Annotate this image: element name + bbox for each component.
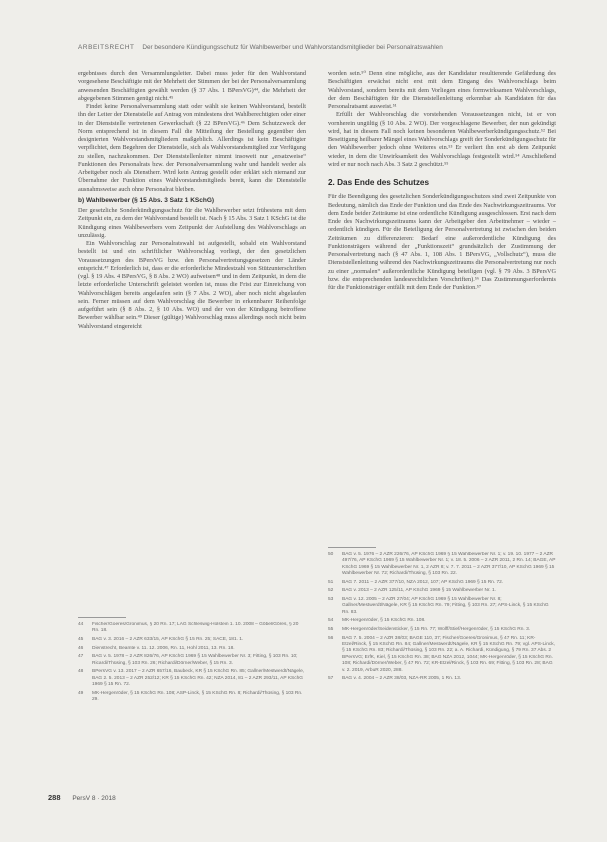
body-paragraph: Erfüllt der Wahlvorschlag die vorstehenden Voraussetzungen nicht, ist er von vornherein ungültig (§ 10 Abs. 2 WO). Der vorgeschlagene Bewerber, der nun gekündigt wird, hat in diesem Fall noch keinen besonderen Wahlbewerberkündigungsschutz.⁵² Bei Beseitigung heilbarer Mängel eines Wahlvorschlags greift der Sonderkündigungsschutz für den Wahlbewerber jedoch ohne Weiteres ein.⁵³ Er verliert ihn erst ab dem Zeitpunkt wieder, in dem die Unwirksamkeit des Wahlvorschlags festgestellt wird.⁵⁴ Anschließend wird er nur noch nach Abs. 3 Satz 2 geschützt.⁵⁵ bbox=[328, 111, 556, 168]
footnote-number: 56 bbox=[328, 635, 334, 641]
right-column bbox=[328, 70, 556, 540]
page-number: 288 bbox=[48, 793, 61, 802]
footnote-number: 44 bbox=[78, 622, 84, 627]
body-paragraph: ergebnisses durch den Versammlungsleiter. Dabei muss jeder für den Wahlvorstand vorgesehene Beschäftigte mit der Mehrheit der Stimmen der bei der Personalversammlung anwesenden Beschäftigten gewählt werden (§ 37 Abs. 1 BPersVG)⁴⁴, die Mehrheit der abgegebenen Stimmen genügt nicht.⁴⁵ bbox=[78, 70, 306, 102]
footnote-text: Dienstrecht, Beamte v. 11. 12. 2006, Rn. 11, Hohl 2011, 13. Rn. 18. bbox=[92, 645, 235, 651]
footnote-number: 46 bbox=[78, 645, 84, 651]
footnote-number: 57 bbox=[328, 676, 334, 682]
body-paragraph: Findet keine Personalversammlung statt oder wählt sie keinen Wahlvorstand, bestellt ihn der Leiter der Dienststelle auf Antrag von mindestens drei Wahlberechtigten oder einer in der Dienststelle vertretenen Gewerkschaft (§ 22 BPersVG).⁴⁶ Dem Schutzzweck der Norm entsprechend ist in diesem Fall die Mitteilung der Bestellung gegenüber den designierten Wahlvorstandsmitgliedern maßgeblich. Allerdings ist kein Beschäftigter verpflichtet, dem Begehren der Dienststelle, sich als Wahlvorstandsmitglied zur Verfügung zu stellen, nachzukommen. Der Dienststellenleiter nimmt insoweit nur „ersatzweise“ Funktionen des Personalrats bzw. der Personalversammlung wahr und handelt weder als Arbeitgeber noch als Dienstherr. Wird kein Antrag gestellt oder erklärt sich niemand zur Übernahme der Funktion eines Wahlvorstandsmitglieds bereit, kann die Dienststelle ausnahmsweise auch ohne Personalrat bleiben. bbox=[78, 103, 306, 193]
footnote-text: BAG 7. 5. 2004 – 2 AZR 38/03; BAGE 110, 37; Fischer/Goeres/Gronimus, § 47 Rn. 11; KR-Etzel/Rinck, § 15 KSchG Rn. 84; Gallner/Mestwerdt/Nägele, KR § 15 KSchG Rn. 79; vgl. APS-Linck, § 15 KSchG Rn. 83; Richardi/Thüsing, § 103 Rn. 22; a. A. Richardi, Kündigung, § 79 Rn. 37 Abs. 2 BPersVG; ErfK, Kiel, § 15 KSchG Rn. 38; BAG NZA 2012, 1044; MK-Hergenröder, § 15 KSchG Rn. 108; Richardi/Dörner/Weber, § 47 Rn. 72; KR-Etzel/Rinck, § 103 Rn. 69; Fitting, § 103 Rn. 28; BAG v. 2. 2019, ArbuR 2020, 288. bbox=[342, 635, 556, 673]
footnote bbox=[78, 637, 306, 643]
subheading: b) Wahlbewerber (§ 15 Abs. 3 Satz 1 KSchG) bbox=[78, 196, 215, 204]
footnote-number: 52 bbox=[328, 588, 334, 594]
header-section: ARBEITSRECHT bbox=[78, 44, 135, 51]
footnote-number: 55 bbox=[328, 627, 334, 632]
footnote-text: BAG v. 12. 2005 – 2 AZR 27/04; AP KSchG 1969 § 15 Wahlbewerber Nr. 8; Gallner/Mestwerdt/Nägele, KR § 15 KSchG Rn. 79; Fitting, § 103 Rn. 27; APS-Linck, § 15 KSchG Rn. 83. bbox=[342, 597, 549, 615]
footnote bbox=[78, 622, 306, 635]
footnote-text: BAG v. 2013 – 2 AZR 125/11, AP KSchG 1969 § 15 Wahlbewerber Nr. 1. bbox=[342, 588, 496, 594]
footnote-text: BAG v. 5. 1976 – 2 AZR 226/76, AP KSchG 1969 § 15 Wahlbewerber Nr. 1; v. 19. 10. 1977 – 2 AZR 497/76, AP KSchG 1969 § 15 Wahlbewerber Nr. 1; v. 18. 5. 2006 – 2 AZR 2011, 2 Rn. 14; BAGE, AP KSchG 1969 § 15 Wahlbewerber Nr. 1, 2 AZR 8; v. 7. 7. 2011 – 2 AZR 377/10, AP KSchG 1969 § 15 Wahlbewerber Nr. 72; Richardi/Thüsing, § 103 Rn. 22. bbox=[342, 552, 556, 577]
footnote-number: 50 bbox=[328, 552, 334, 557]
footnote-number: 54 bbox=[328, 618, 334, 624]
footnote bbox=[328, 552, 556, 578]
footnote bbox=[328, 597, 556, 616]
journal-issue: PersV 8 · 2018 bbox=[72, 795, 116, 802]
footnote-text: Fischer/Goeres/Gronimus, § 20 Rn. 17; LAG Schleswig-Holstein 1. 10. 2008 – Göbel/Göres, § 20 Rn. 18. bbox=[92, 622, 299, 634]
footnote-text: MK-Hergenröder, § 15 KSchG Rn. 108. bbox=[342, 618, 426, 624]
footnote-rule bbox=[328, 547, 376, 548]
footnote-number: 51 bbox=[328, 579, 334, 585]
page-footer bbox=[48, 793, 116, 802]
section-heading: 2. Das Ende des Schutzes bbox=[328, 178, 430, 187]
footnote bbox=[78, 646, 306, 652]
footnote-text: BPersVG v. 13. 2017 – 2 AZR 657/16, Baubeck, KR § 15 KSchG Rn. 85; Gallner/Mestwerdt/Nägele, BAG 2. 5. 2013 – 2 AZR 252/12; KR § 15 KSchG Rn. 42; NZA 2014, 81 – 2 AZR 293/11, AP KSchG 1969 § 15 Rn. 72. bbox=[92, 669, 305, 687]
body-paragraph: Für die Beendigung des gesetzlichen Sonderkündigungsschutzes sind zwei Zeitpunkte von Bedeutung, nämlich das Ende der Funktion und das Ende des Nachwirkungszeitraums. Vor dem Ende beider Zeiträume ist eine ordentliche Kündigung ausgeschlossen. Erst nach dem Ende des Nachwirkungszeitraums kann der Arbeitgeber den Arbeitnehmer – wieder – ordentlich kündigen. Für die Beteiligung der Personalvertretung ist zwischen den beiden Zeiträumen zu differenzieren: Bedarf eine außerordentliche Kündigung des Funktionsträgers während der „Funktionszeit“ grundsätzlich der Zustimmung der Personalvertretung nach (§ 47 Abs. 1, 108 Abs. 1 BPersVG, „Vollschutz“), muss die Dienststellenleitung während des Nachwirkungszeitraums die Personalvertretung nur noch zu einer „normalen“ außerordentliche Kündigung beteiligen (vgl. § 79 Abs. 3 BPersVG bzw. die entsprechenden landesrechtlichen Vorschriften).⁵⁶ Das Zustimmungserfordernis für die Funktionsträger entfällt mit dem Ende der Funktion.⁵⁷ bbox=[328, 193, 556, 291]
footnote-number: 53 bbox=[328, 597, 334, 602]
footnote-number: 47 bbox=[78, 654, 84, 660]
footnote-text: BAG 7. 2011 – 2 AZR 377/10, NZA 2012, 107; AP KSchG 1969 § 15 Rn. 72. bbox=[342, 579, 504, 585]
footnote-text: BAG v. 5. 1978 – 2 AZR 826/76, AP KSchG 1969 § 15 Wahlbewerber Nr. 3; Fitting, § 103 Rn. 10; Ricardi/Thüsing, § 103 Rn. 26; Richardi/Dörner/Weber, § 15 Rn. 3. bbox=[92, 654, 298, 666]
footnote bbox=[328, 580, 556, 586]
footnotes-left bbox=[78, 622, 306, 752]
footnote-text: BAG v. 4. 2004 – 2 AZR 38/03, NZA-RR 2005, 1 Rn. 13. bbox=[342, 676, 462, 682]
footnote-text: BAG v. 3. 2016 – 2 AZR 633/15, AP KSchG § 15 Rn. 25; SACE, 181. 1. bbox=[92, 637, 244, 642]
footnote-number: 49 bbox=[78, 690, 84, 696]
footnote-number: 45 bbox=[78, 637, 84, 642]
footnote bbox=[78, 691, 306, 704]
footnote-number: 48 bbox=[78, 669, 84, 675]
body-paragraph: worden sein.⁵⁰ Denn eine mögliche, aus der Kandidatur resultierende Gefährdung des Beschäftigten erwächst nicht erst mit dem Eingang des Wahlvorschlags beim Wahlvorstand, sondern bereits mit dem Vorliegen eines formwirksamen Wahlvorschlags, der dem Beschäftigten für die Dienststellenleitung erkennbar als Kandidaten für das Personalratsamt ausweist.⁵¹ bbox=[328, 70, 556, 110]
footnote bbox=[78, 669, 306, 688]
footnote bbox=[328, 618, 556, 624]
header-title: Der besondere Kündigungsschutz für Wahlbewerber und Wahlvorstandsmitglieder bei Personalratswahlen bbox=[142, 44, 443, 51]
footnote bbox=[328, 627, 556, 633]
body-paragraph: Der gesetzliche Sonderkündigungsschutz für die Wahlbewerber setzt frühestens mit dem Zeitpunkt ein, zu dem der Wahlvorstand bestellt ist. Nach § 15 Abs. 3 Satz 1 KSchG ist die Kündigung eines Wahlbewerbers vom Zeitpunkt der Aufstellung des Wahlvorschlags an unzulässig. bbox=[78, 207, 306, 239]
footnotes-right bbox=[328, 552, 556, 752]
footnote-text: MK-Hergenröder, § 15 KSchG Rn. 108; ASP-Linck, § 15 KSchG Rn. 8; Richardi/Thüsing, § 103 Rn. 29. bbox=[92, 690, 303, 702]
left-column bbox=[78, 70, 306, 610]
footnote-text: MK-Hergenröder/Seidensticker, § 15 Rn. 77; Wolff/Stief/Hergenröder, § 15 KSchG Rn. 3. bbox=[342, 627, 531, 632]
running-header bbox=[78, 44, 558, 51]
footnote bbox=[328, 676, 556, 682]
footnote bbox=[328, 636, 556, 674]
body-paragraph: Ein Wahlvorschlag zur Personalratswahl ist aufgestellt, sobald ein Wahlvorstand bestellt ist und ein schriftlicher Wahlvorschlag vorliegt, der den gesetzlichen Voraussetzungen des BPersVG bzw. den Personalvertretungsgesetzen der Länder entspricht.⁴⁷ Erforderlich ist, dass er die erforderliche Mindestzahl von Stützunterschriften (vgl. § 19 Abs. 4 BPersVG, § 8 Abs. 2 WO) aufweisen⁴⁸ und in dem Zeitpunkt, in dem die letzte erforderliche Unterschrift geleistet worden ist, muss die Frist zur Einreichung von Wahlvorschlägen bereits angelaufen sein (§ 7 Abs. 2 WO), aber noch nicht abgelaufen sein. Ferner müssen auf dem Wahlvorschlag die Bewerber in erkennbarer Reihenfolge aufgeführt sein (§ 8 Abs. 2, § 10 Abs. WO) und der von der Kündigung betroffene Bewerber wählbar sein.⁴⁹ Dieser (gültige) Wahlvorschlag muss allerdings noch nicht beim Wahlvorstand eingereicht bbox=[78, 240, 306, 330]
footnote-rule bbox=[78, 617, 126, 618]
footnote bbox=[78, 654, 306, 667]
footnote bbox=[328, 588, 556, 594]
